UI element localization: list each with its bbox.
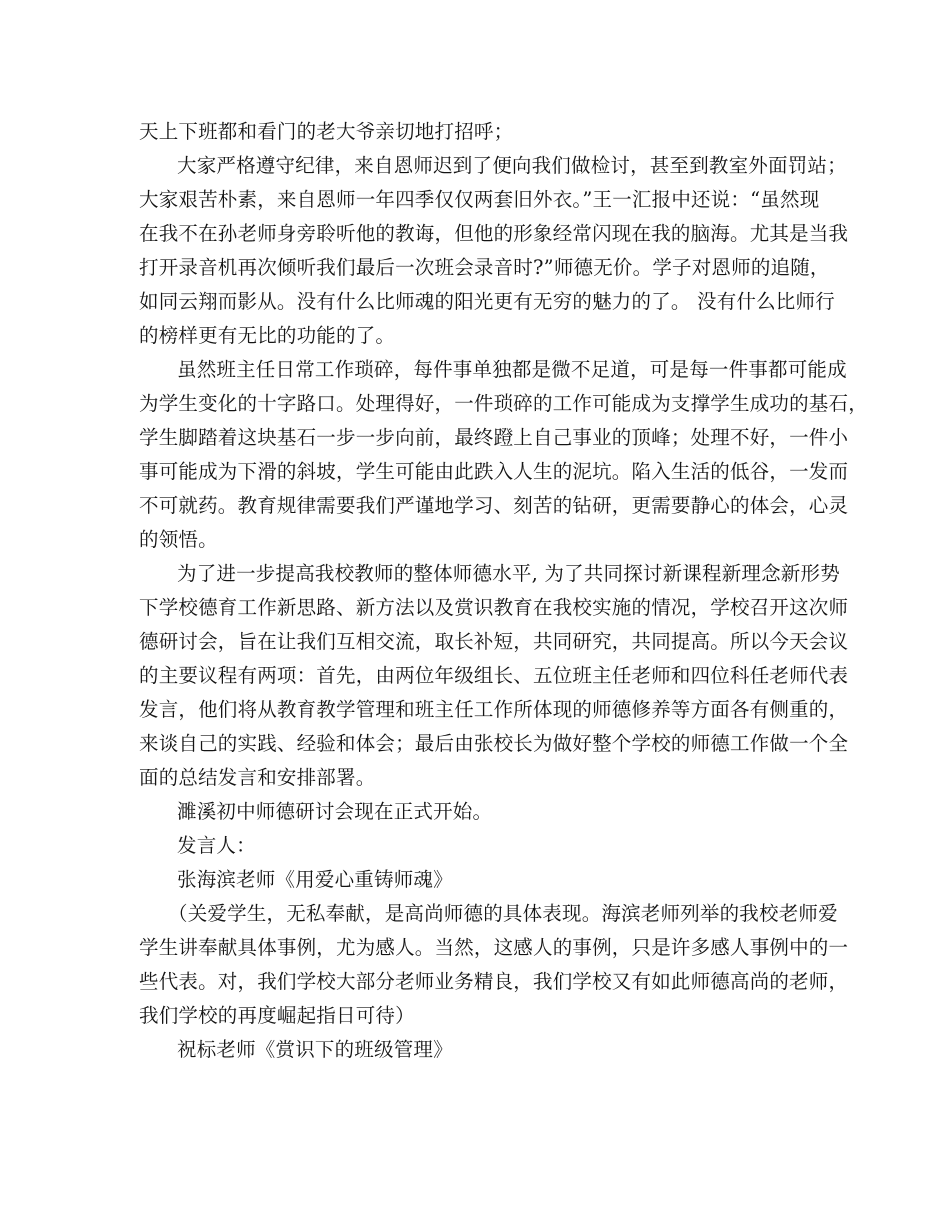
text-line: 祝标老师《赏识下的班级管理》 — [177, 1038, 453, 1061]
text-line: 大家艰苦朴素，来自恩师一年四季仅仅两套旧外衣。”王一汇报中还说：“虽然现 — [139, 188, 820, 211]
text-line: 为了进一步提高我校教师的整体师德水平, 为了共同探讨新课程新理念新形势 — [177, 562, 840, 585]
text-line: 德研讨会，旨在让我们互相交流，取长补短，共同研究，共同提高。所以今天会议 — [139, 630, 849, 653]
text-line: 发言，他们将从教育教学管理和班主任工作所体现的师德修养等方面各有侧重的， — [139, 698, 849, 721]
text-line: 在我不在孙老师身旁聆听他的教诲，但他的形象经常闪现在我的脑海。尤其是当我 — [139, 222, 849, 245]
text-line: 来谈自己的实践、经验和体会；最后由张校长为做好整个学校的师德工作做一个全 — [139, 732, 849, 755]
text-line: 打开录音机再次倾听我们最后一次班会录音时?”师德无价。学子对恩师的追随， — [139, 256, 830, 279]
text-line: 些代表。对，我们学校大部分老师业务精良，我们学校又有如此师德高尚的老师， — [139, 970, 849, 993]
text-line: 的榜样更有无比的功能的了。 — [139, 324, 396, 347]
text-line: 面的总结发言和安排部署。 — [139, 766, 376, 789]
text-line: 大家严格遵守纪律，来自恩师迟到了便向我们做检讨，甚至到教室外面罚站； — [177, 154, 847, 177]
text-line: 的领悟。 — [139, 528, 218, 551]
text-line: 为学生变化的十字路口。处理得好，一件琐碎的工作可能成为支撑学生成功的基石， — [139, 392, 868, 415]
text-line: 学生讲奉献具体事例，尤为感人。当然，这感人的事例，只是许多感人事例中的一 — [139, 936, 849, 959]
text-line: 虽然班主任日常工作琐碎，每件事单独都是微不足道，可是每一件事都可能成 — [177, 358, 847, 381]
text-line: 的主要议程有两项：首先，由两位年级组长、五位班主任老师和四位科任老师代表 — [139, 664, 849, 687]
text-line: 事可能成为下滑的斜坡，学生可能由此跌入人生的泥坑。陷入生活的低谷，一发而 — [139, 460, 849, 483]
text-line: 发言人： — [177, 834, 256, 857]
text-line: 不可就药。教育规律需要我们严谨地学习、刻苦的钻研，更需要静心的体会，心灵 — [139, 494, 849, 517]
text-line: 如同云翔而影从。没有什么比师魂的阳光更有无穷的魅力的了。 没有什么比师行 — [139, 290, 835, 313]
text-line: 我们学校的再度崛起指日可待） — [139, 1004, 415, 1027]
text-line: 下学校德育工作新思路、新方法以及赏识教育在我校实施的情况，学校召开这次师 — [139, 596, 849, 619]
text-line: 濉溪初中师德研讨会现在正式开始。 — [177, 800, 493, 823]
text-line: （关爱学生，无私奉献，是高尚师德的具体表现。海滨老师列举的我校老师爱 — [168, 902, 838, 925]
text-line: 天上下班都和看门的老大爷亲切地打招呼； — [139, 120, 514, 143]
text-line: 张海滨老师《用爱心重铸师魂》 — [177, 868, 453, 891]
text-line: 学生脚踏着这块基石一步一步向前，最终蹬上自己事业的顶峰；处理不好，一件小 — [139, 426, 849, 449]
